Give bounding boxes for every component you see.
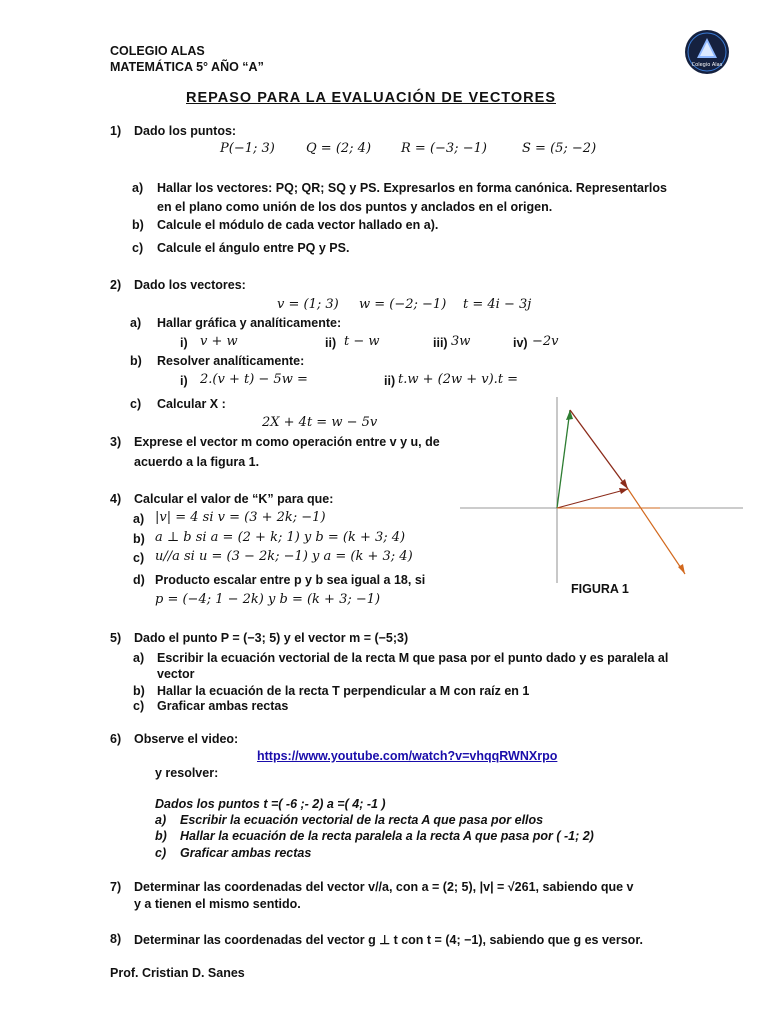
q2a-iv-label: iv) — [513, 336, 528, 350]
q2c-equation: 2X + 4t = w − 5v — [262, 415, 378, 430]
q4b-expr: a ⊥ b si a = (2 + k; 1) y b = (k + 3; 4) — [155, 530, 406, 545]
q6a-label: a) — [155, 813, 167, 827]
q2c-label: c) — [130, 397, 142, 411]
page-title: REPASO PARA LA EVALUACIÓN DE VECTORES — [186, 90, 556, 106]
point-r: R = (−3; −1) — [401, 141, 487, 156]
course-name: MATEMÁTICA 5° AÑO “A” — [110, 60, 264, 74]
q2b-label: b) — [130, 354, 142, 368]
q2b-ii-label: ii) — [384, 374, 396, 388]
vector-t: t = 4i − 3j — [463, 297, 532, 312]
q6-number: 6) — [110, 732, 122, 746]
q2a-iii-expr: 3w — [451, 334, 471, 349]
q4c-label: c) — [133, 551, 145, 565]
author: Prof. Cristian D. Sanes — [110, 966, 245, 980]
q5a-label: a) — [133, 651, 145, 665]
q2-text: Dado los vectores: — [134, 278, 246, 292]
q5-number: 5) — [110, 631, 122, 645]
q4d-expr: p = (−4; 1 − 2k) y b = (k + 3; −1) — [155, 592, 381, 607]
q4d-text: Producto escalar entre p y b sea igual a 18, si — [155, 573, 426, 587]
q2a-iv-expr: −2v — [532, 334, 559, 349]
q4c-expr: u//a si u = (3 − 2k; −1) y a = (k + 3; 4) — [155, 549, 413, 564]
q5a-line1: Escribir la ecuación vectorial de la recta M que pasa por el punto dado y es paralela al — [157, 651, 669, 665]
q6-resolver: y resolver: — [155, 766, 219, 780]
q2a-ii-label: ii) — [325, 336, 337, 350]
q1-number: 1) — [110, 124, 122, 138]
q2-number: 2) — [110, 278, 122, 292]
point-q: Q = (2; 4) — [306, 141, 372, 156]
q5a-line2: vector — [157, 667, 195, 681]
q2a-ii-expr: t − w — [344, 334, 380, 349]
q8-text: Determinar las coordenadas del vector g ⊥ t con t = (4; −1), sabiendo que g es versor. — [134, 933, 643, 947]
q3-line1: Exprese el vector m como operación entre v y u, de — [134, 435, 440, 449]
q7-line2: y a tienen el mismo sentido. — [134, 897, 301, 911]
q2a-i-expr: v + w — [200, 334, 238, 349]
q1-text: Dado los puntos: — [134, 124, 237, 138]
q6-given: Dados los puntos t =( -6 ;- 2) a =( 4; -1 ) — [155, 797, 386, 811]
vector-v: v = (1; 3) — [277, 297, 339, 312]
q1a-line1: Hallar los vectores: PQ; QR; SQ y PS. Expresarlos en forma canónica. Representarlos — [157, 181, 667, 195]
q7-number: 7) — [110, 880, 122, 894]
q6-text: Observe el video: — [134, 732, 239, 746]
q4-number: 4) — [110, 492, 122, 506]
q5c-text: Graficar ambas rectas — [157, 699, 289, 713]
q1a-label: a) — [132, 181, 144, 195]
q5b-label: b) — [133, 684, 145, 698]
q6c-text: Graficar ambas rectas — [180, 846, 312, 860]
q2a-label: a) — [130, 316, 142, 330]
q4d-label: d) — [133, 573, 145, 587]
q2b-i-label: i) — [180, 374, 188, 388]
figure-1-diagram — [460, 397, 743, 583]
q2a-iii-label: iii) — [433, 336, 448, 350]
q3-line2: acuerdo a la figura 1. — [134, 455, 260, 469]
q4-text: Calcular el valor de “K” para que: — [134, 492, 334, 506]
q1c-label: c) — [132, 241, 144, 255]
q1b-label: b) — [132, 218, 144, 232]
q4a-expr: |v| = 4 si v = (3 + 2k; −1) — [155, 510, 326, 525]
q2a-text: Hallar gráfica y analíticamente: — [157, 316, 342, 330]
q2b-text: Resolver analíticamente: — [157, 354, 305, 368]
point-s: S = (5; −2) — [522, 141, 597, 156]
q6b-label: b) — [155, 829, 167, 843]
q1c-text: Calcule el ángulo entre PQ y PS. — [157, 241, 350, 255]
svg-text:Colegio Alas: Colegio Alas — [691, 62, 723, 68]
q1b-text: Calcule el módulo de cada vector hallado en a). — [157, 218, 439, 232]
q2b-i-expr: 2.(v + t) − 5w = — [200, 372, 308, 387]
q8-number: 8) — [110, 932, 122, 946]
q6b-text: Hallar la ecuación de la recta paralela a la recta A que pasa por ( -1; 2) — [180, 829, 594, 843]
q5b-text: Hallar la ecuación de la recta T perpendicular a M con raíz en 1 — [157, 684, 530, 698]
q5-text: Dado el punto P = (−3; 5) y el vector m = (−5;3) — [134, 631, 409, 645]
q7-line1: Determinar las coordenadas del vector v//a, con a = (2; 5), |v| = √261, sabiendo que v — [134, 880, 634, 894]
school-logo — [683, 28, 731, 76]
q6a-text: Escribir la ecuación vectorial de la recta A que pasa por ellos — [180, 813, 544, 827]
q2a-i-label: i) — [180, 336, 188, 350]
q3-number: 3) — [110, 435, 122, 449]
q6c-label: c) — [155, 846, 167, 860]
point-p: P(−1; 3) — [220, 141, 275, 156]
q1a-line2: en el plano como unión de los dos puntos y anclados en el origen. — [157, 200, 553, 214]
school-name: COLEGIO ALAS — [110, 44, 205, 58]
figure-caption: FIGURA 1 — [571, 582, 629, 596]
vector-w: w = (−2; −1) — [359, 297, 447, 312]
q2c-text: Calcular X : — [157, 397, 226, 411]
q4b-label: b) — [133, 532, 145, 546]
q2b-ii-expr: t.w + (2w + v).t = — [398, 372, 519, 387]
video-link[interactable]: https://www.youtube.com/watch?v=vhqqRWNXrpo — [257, 749, 558, 763]
q5c-label: c) — [133, 699, 145, 713]
q4a-label: a) — [133, 512, 145, 526]
